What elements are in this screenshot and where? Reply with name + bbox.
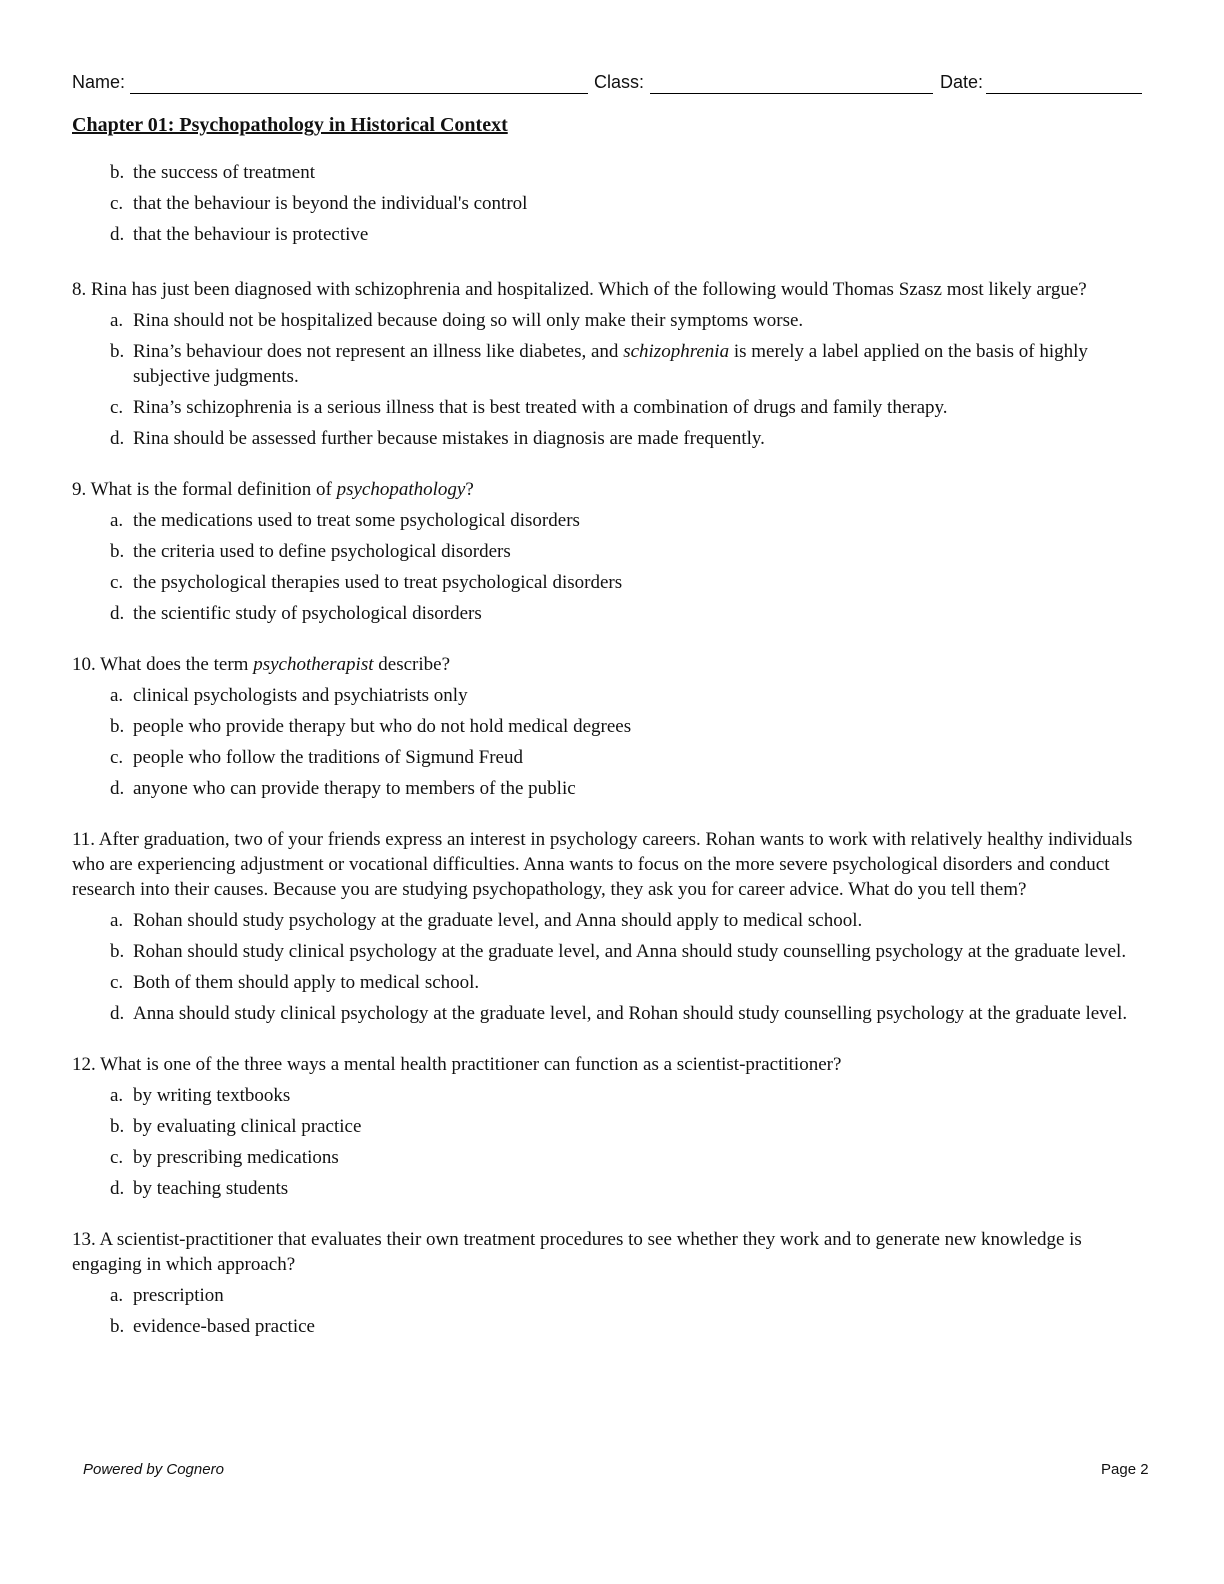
option-letter: b. (110, 1316, 125, 1337)
answer-option (72, 1114, 1144, 1139)
powered-by-footer: Powered by Cognero (83, 1461, 224, 1478)
answer-option (72, 908, 1144, 933)
answer-option (72, 339, 1144, 389)
option-text: the criteria used to define psychological disorders (133, 541, 511, 562)
question-number: 9. (72, 479, 87, 500)
question-number: 11. (72, 829, 96, 850)
question-10 (72, 652, 1144, 801)
option-letter: b. (110, 941, 125, 962)
option-text: Rina should be assessed further because mistakes in diagnosis are made frequently. (133, 428, 765, 449)
option-text: people who provide therapy but who do not hold medical degrees (133, 716, 632, 737)
class-label: Class: (594, 72, 645, 92)
answer-option (72, 1314, 1144, 1339)
option-letter: a. (110, 310, 124, 331)
question-text-part: ? (465, 479, 474, 500)
option-text: Rohan should study psychology at the graduate level, and Anna should apply to medical school. (133, 910, 863, 931)
name-label: Name: (72, 72, 126, 92)
option-italic-term: schizophrenia (623, 341, 730, 362)
option-text: that the behaviour is protective (133, 224, 369, 245)
question-italic-term: psychopathology (336, 479, 466, 500)
question-text-part: What is the formal definition of (90, 479, 337, 500)
answer-option (72, 1176, 1144, 1201)
answer-option (72, 191, 1144, 216)
option-letter: b. (110, 1116, 125, 1137)
option-text: Both of them should apply to medical school. (133, 972, 480, 993)
option-letter: a. (110, 1285, 124, 1306)
class-blank-line[interactable] (650, 93, 933, 94)
option-text: prescription (133, 1285, 224, 1306)
option-text: Rina should not be hospitalized because doing so will only make their symptoms worse. (133, 310, 804, 331)
option-letter: a. (110, 510, 124, 531)
answer-option (72, 1283, 1144, 1308)
option-text: the success of treatment (133, 162, 316, 183)
answer-option (72, 776, 1144, 801)
option-letter: a. (110, 1085, 124, 1106)
option-text: by prescribing medications (133, 1147, 339, 1168)
answer-option (72, 160, 1144, 185)
question-stem (72, 1052, 1144, 1077)
question-text: After graduation, two of your friends express an interest in psychology careers. Rohan wants to work with relatively healthy individuals who are experiencing adjustment or vocational difficulties. Anna wants to focus on the more severe psychological disorders and conduct research into their causes. Because you are studying psychopathology, they ask you for career advice. What do you tell them? (72, 829, 1133, 900)
option-text: evidence-based practice (133, 1316, 315, 1337)
option-text: Rohan should study clinical psychology at the graduate level, and Anna should study counselling psychology at the graduate level. (133, 941, 1127, 962)
question-italic-term: psychotherapist (253, 654, 374, 675)
worksheet-header (72, 70, 1144, 96)
option-letter: b. (110, 162, 125, 183)
option-text-part: Rina’s behaviour does not represent an illness like diabetes, and (133, 341, 624, 362)
name-blank-line[interactable] (130, 93, 588, 94)
option-letter: c. (110, 397, 124, 418)
option-text: by writing textbooks (133, 1085, 291, 1106)
option-text: clinical psychologists and psychiatrists only (133, 685, 468, 706)
answer-option (72, 970, 1144, 995)
option-letter: c. (110, 747, 124, 768)
question-text (91, 479, 474, 500)
date-label: Date: (940, 72, 984, 92)
question-stem (72, 1227, 1144, 1277)
question-text: Rina has just been diagnosed with schizophrenia and hospitalized. Which of the following would Thomas Szasz most likely argue? (91, 279, 1087, 300)
answer-option (72, 308, 1144, 333)
answer-option (72, 570, 1144, 595)
option-letter: c. (110, 193, 124, 214)
question-stem (72, 277, 1144, 302)
option-text: the scientific study of psychological disorders (133, 603, 482, 624)
question-stem (72, 652, 1144, 677)
answer-option (72, 745, 1144, 770)
question-text: A scientist-practitioner that evaluates their own treatment procedures to see whether they work and to generate new knowledge is engaging in which approach? (72, 1229, 1082, 1275)
option-letter: d. (110, 224, 125, 245)
answer-option (72, 939, 1144, 964)
question-text: What is one of the three ways a mental health practitioner can function as a scientist-practitioner? (100, 1054, 842, 1075)
page-number: Page 2 (1101, 1461, 1149, 1478)
answer-option (72, 1145, 1144, 1170)
question-number: 10. (72, 654, 96, 675)
option-text: the medications used to treat some psychological disorders (133, 510, 580, 531)
question-number: 12. (72, 1054, 96, 1075)
answer-option (72, 1001, 1144, 1026)
option-letter: d. (110, 428, 125, 449)
option-text: by teaching students (133, 1178, 289, 1199)
question-text (100, 654, 450, 675)
question-list (72, 160, 1144, 1339)
answer-option (72, 508, 1144, 533)
question-9 (72, 477, 1144, 626)
answer-option (72, 714, 1144, 739)
option-text: anyone who can provide therapy to members of the public (133, 778, 576, 799)
answer-option (72, 395, 1144, 420)
answer-option (72, 426, 1144, 451)
question-number: 13. (72, 1229, 96, 1250)
option-letter: b. (110, 541, 125, 562)
option-letter: c. (110, 572, 124, 593)
option-text: by evaluating clinical practice (133, 1116, 362, 1137)
option-letter: d. (110, 1003, 125, 1024)
option-letter: c. (110, 1147, 124, 1168)
date-blank-line[interactable] (986, 93, 1142, 94)
answer-option (72, 539, 1144, 564)
option-letter: a. (110, 910, 124, 931)
option-letter: d. (110, 778, 125, 799)
continued-options (72, 160, 1144, 247)
option-letter: a. (110, 685, 124, 706)
question-8 (72, 277, 1144, 451)
option-text: that the behaviour is beyond the individual's control (133, 193, 528, 214)
chapter-title: Chapter 01: Psychopathology in Historical Context (72, 114, 508, 136)
option-letter: b. (110, 716, 125, 737)
option-letter: d. (110, 603, 125, 624)
answer-option (72, 683, 1144, 708)
question-number: 8. (72, 279, 87, 300)
answer-option (72, 601, 1144, 626)
option-text: people who follow the traditions of Sigmund Freud (133, 747, 523, 768)
option-text: Rina’s schizophrenia is a serious illness that is best treated with a combination of drugs and family therapy. (133, 397, 948, 418)
option-letter: b. (110, 341, 125, 362)
option-text-part: is merely a label applied on the basis of highly subjective judgments. (133, 341, 1088, 387)
question-11 (72, 827, 1144, 1026)
option-letter: d. (110, 1178, 125, 1199)
option-text: the psychological therapies used to treat psychological disorders (133, 572, 623, 593)
question-13 (72, 1227, 1144, 1339)
question-stem (72, 827, 1144, 902)
option-letter: c. (110, 972, 124, 993)
question-stem (72, 477, 1144, 502)
option-text: Anna should study clinical psychology at the graduate level, and Rohan should study counselling psychology at the graduate level. (133, 1003, 1128, 1024)
option-text (133, 339, 1144, 389)
answer-option (72, 222, 1144, 247)
question-text-part: What does the term (100, 654, 254, 675)
question-text-part: describe? (373, 654, 450, 675)
question-12 (72, 1052, 1144, 1201)
answer-option (72, 1083, 1144, 1108)
